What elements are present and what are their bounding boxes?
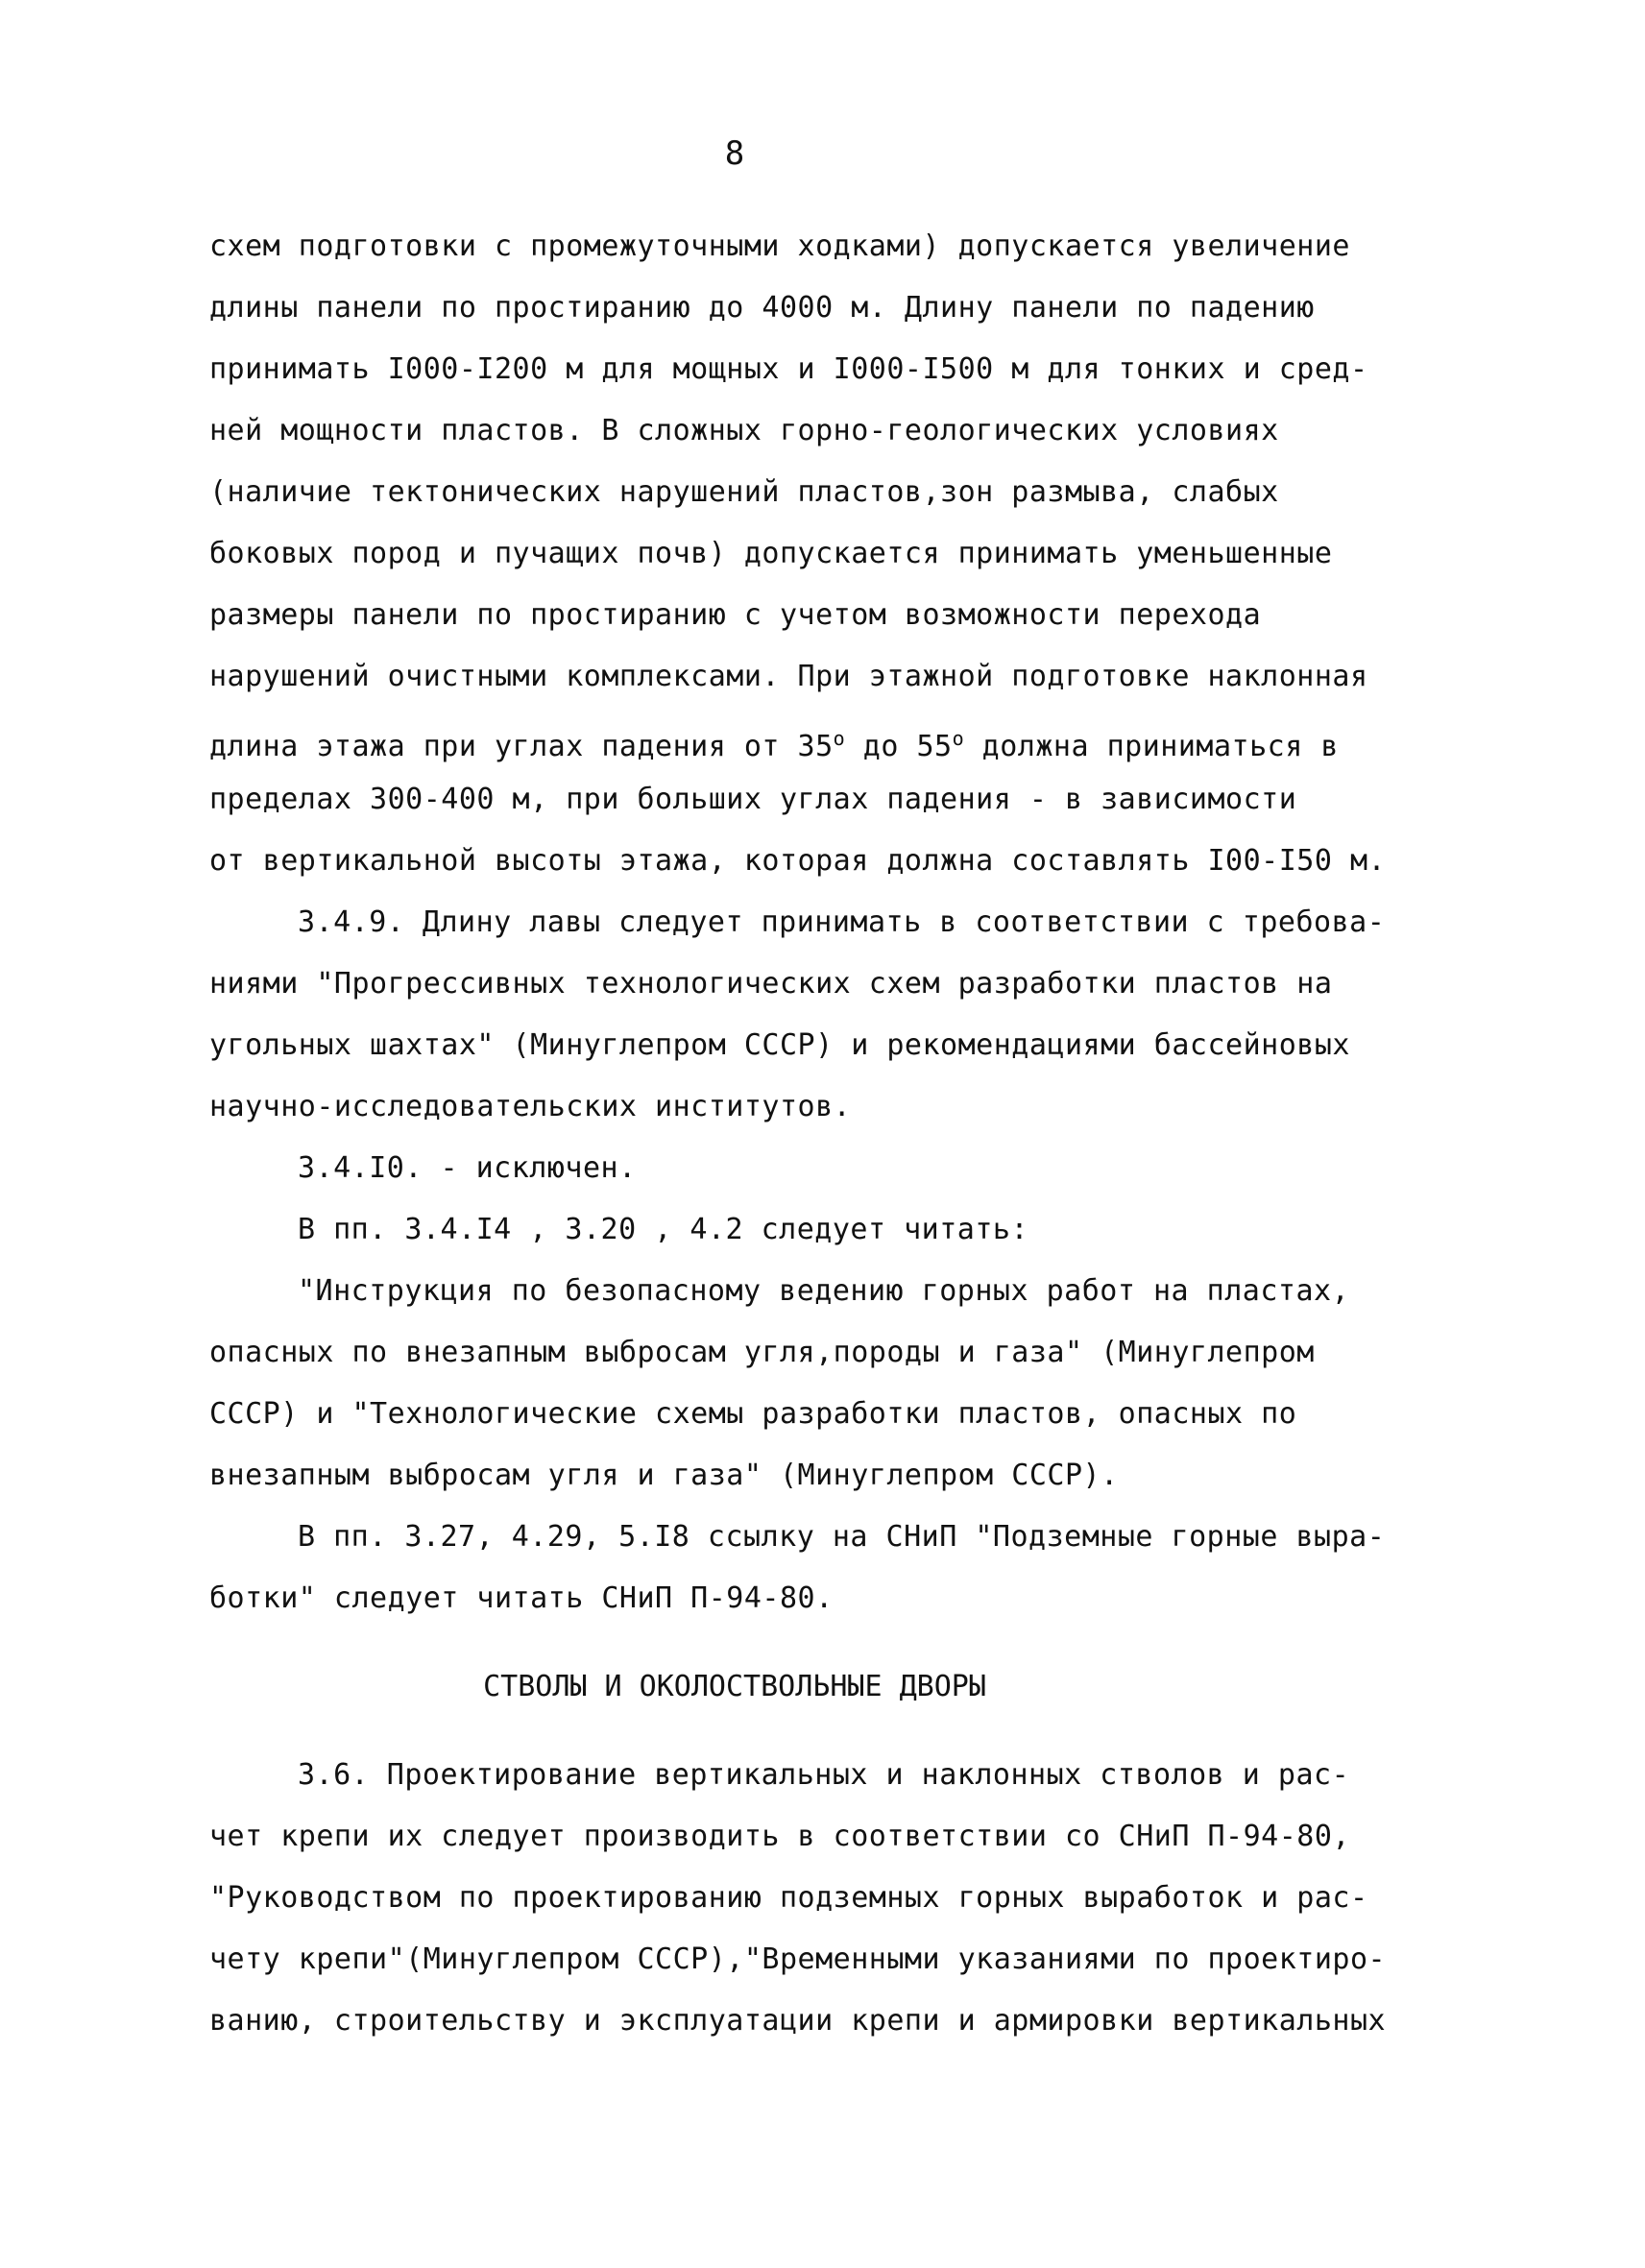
paragraph-3-4-10: 3.4.I0. - исключен.: [298, 1151, 637, 1185]
text-line: ниями "Прогрессивных технологических схем разработки пластов на: [209, 967, 1333, 1001]
degree-superscript: о: [833, 727, 846, 750]
text-fragment: должна приниматься в: [964, 730, 1339, 763]
text-line: принимать I000-I200 м для мощных и I000-I500 м для тонких и сред-: [209, 352, 1368, 386]
text-line-angles: [209, 719, 1339, 766]
text-line: СССР) и "Технологические схемы разработки пластов, опасных по: [209, 1397, 1297, 1431]
text-line: угольных шахтах" (Минуглепром СССР) и рекомендациями бассейновых: [209, 1028, 1350, 1062]
paragraph-3-6-start: 3.6. Проектирование вертикальных и наклонных стволов и рас-: [298, 1758, 1350, 1792]
text-line: ботки" следует читать СНиП П-94-80.: [209, 1581, 834, 1615]
text-line: научно-исследовательских институтов.: [209, 1090, 852, 1123]
text-line: ней мощности пластов. В сложных горно-геологических условиях: [209, 414, 1279, 447]
paragraph-instruction-start: "Инструкция по безопасному ведению горных работ на пластах,: [298, 1274, 1350, 1308]
text-line: от вертикальной высоты этажа, которая должна составлять I00-I50 м.: [209, 844, 1387, 878]
text-line: ванию, строительству и эксплуатации крепи и армировки вертикальных: [209, 2004, 1387, 2038]
degree-superscript: о: [952, 727, 965, 750]
text-line: внезапным выбросам угля и газа" (Минуглепром СССР).: [209, 1459, 1119, 1492]
paragraph-snip-start: В пп. 3.27, 4.29, 5.I8 ссылку на СНиП "Подземные горные выра-: [298, 1520, 1386, 1554]
text-line: пределах 300-400 м, при больших углах падения - в зависимости: [209, 783, 1297, 816]
text-fragment: длина этажа при углах падения от 35: [209, 730, 834, 763]
text-line: нарушений очистными комплексами. При этажной подготовке наклонная: [209, 660, 1368, 693]
text-line: (наличие тектонических нарушений пластов,зон размыва, слабых: [209, 475, 1279, 509]
paragraph-pp: В пп. 3.4.I4 , 3.20 , 4.2 следует читать:: [298, 1213, 1029, 1246]
text-line: опасных по внезапным выбросам угля,породы и газа" (Минуглепром: [209, 1336, 1315, 1369]
text-line: размеры панели по простиранию с учетом возможности перехода: [209, 598, 1262, 632]
text-fragment: до 55: [845, 730, 953, 763]
text-line: чет крепи их следует производить в соответствии со СНиП П-94-80,: [209, 1820, 1350, 1853]
section-heading: СТВОЛЫ И ОКОЛОСТВОЛЬНЫЕ ДВОРЫ: [483, 1670, 986, 1703]
text-line: боковых пород и пучащих почв) допускается принимать уменьшенные: [209, 537, 1333, 570]
text-line: чету крепи"(Минуглепром СССР),"Временными указаниями по проектиро-: [209, 1942, 1387, 1976]
paragraph-3-4-9-start: 3.4.9. Длину лавы следует принимать в соответствии с требова-: [298, 905, 1386, 939]
page-number: 8: [724, 134, 745, 173]
text-line: длины панели по простиранию до 4000 м. Длину панели по падению: [209, 291, 1315, 325]
text-line: схем подготовки с промежуточными ходками) допускается увеличение: [209, 229, 1350, 263]
text-line: "Руководством по проектированию подземных горных выработок и рас-: [209, 1881, 1368, 1915]
